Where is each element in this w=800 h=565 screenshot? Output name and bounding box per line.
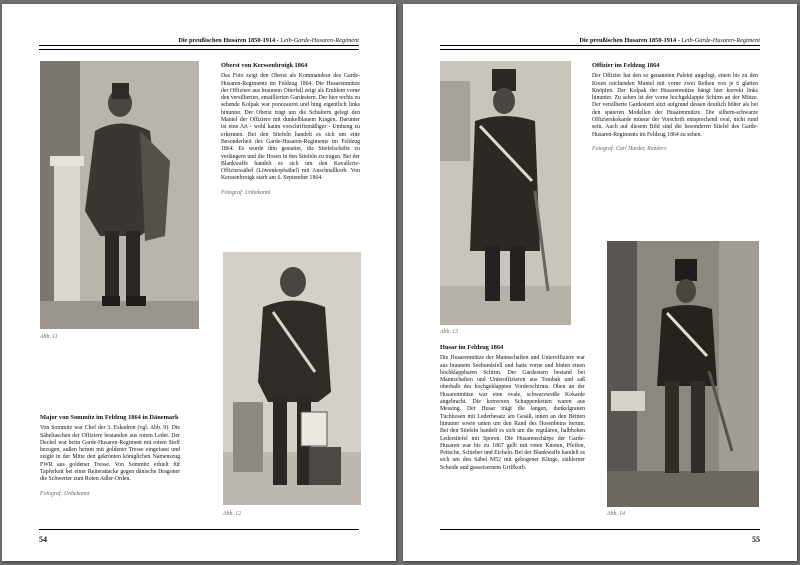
figure-14-photo [607,241,759,507]
photo-credit: Fotograf: Carl Harder, Randers [592,145,667,152]
figure-13-photo [440,61,571,325]
portrait-photo-icon [223,252,361,505]
photo-credit: Fotograf: Unbekannt [221,189,271,196]
figure-12-caption: Abb. 12 [223,511,242,517]
header-separator: - [676,37,682,44]
page-number: 55 [752,535,760,544]
article-body: Von Sommitz war Chef der 3. Eskadron (vgl. Abb. 9). Die Säbeltaschen der Offiziere bestanden aus rotem Leder. Der Deckel war beim Garde-Husaren-Regiment mit rotem Stoff bezogen, außen herum mit goldener Tresse eingefasst und zeigte in der Mitte den gekrönten königlichen Namenszug FWR aus goldener Tresse. Von Sommitz erhielt für Tapferkeit bei einer Reiterattacke gegen dänische Dragoner die Schwerter zum Roten Adler-Orden. [40,425,180,483]
article-heading: Offizier im Feldzug 1864 [592,62,660,69]
header-rule [440,49,760,50]
running-header [440,37,760,46]
right-page [403,4,797,561]
footer-rule [440,529,760,530]
portrait-photo-icon [40,61,199,329]
article-husar-1864 [440,344,585,472]
figure-12-photo [223,252,361,505]
figure-13-caption: Abb. 13 [440,329,459,335]
header-rule [39,49,359,50]
article-heading: Major von Sommitz im Feldzug 1864 in Dänemark [40,414,179,421]
article-heading: Husar im Feldzug 1864 [440,344,504,351]
header-title: Die preußischen Husaren 1850-1914 [579,37,677,44]
article-body: Der Offizier hat den so genannten Paletot angelegt, einen bis zu den Knien reichenden Mantel mit vorne zwei Reihen von je 6 glatten Knöpfen. Der Kolpak der Husarenmütze hängt hier korrekt links hinunter. Zu sehen ist der vorne hochgeklappte Schirm an der Mütze. Der versilberte Gardestern sitzt aufgrund dessen deutlich höher als bei den späteren Modellen der Husarenmütze. Die silbern-schwarze Offizierskokarde müsste der Vorschrift entsprechend oval, nicht rund sein. Auch auf diesem Bild sind die besonderen Stiefel des Garde-Husaren-Regiments im Feldzug 1864 zu sehen. [592,73,758,138]
photo-credit: Fotograf: Unbekannt [40,490,90,497]
figure-14-caption: Abb. 14 [607,511,626,517]
running-header [39,37,359,46]
header-subtitle: Leib-Garde-Husaren-Regiment [681,37,760,44]
article-body: Die Husarenmütze der Mannschaften und Unteroffiziere war aus braunem Seehundsfell und hatte vorne und hinten einen hochklappbaren Schirm. Der Gardestern bestand bei Mannschaften und Unteroffizieren aus Tombak und saß oberhalb des hochgeklappten Vorderschirms. Oben an der Husarenmütze war eine ovale, schwarzweiße Kokarde angebracht. Die konvexen Schuppenketten waren aus Messing. Der Husar trägt die langen, dunkelgrauen Tuchhosen mit Lederbesatz am Gesäß, innen an den Beinen hinunter sowie unten um den Rand des Hosenbeins herum. Bei den Stiefeln handelt es sich um die regulären, halbhohen Lederstiefel mit Sporen. Die Husarenschärpe der Garde-Husaren war bis zu 1867 gelb mit roten Knoten, Pfeifen, Peitsche, Schieber und Eicheln. Bei der Blankwaffe handelt es sich um den Säbel M52 mit gebogener Klinge, stählerner Scheide und gusseisernem Griffkorb. [440,355,585,471]
portrait-photo-icon [607,241,759,507]
article-major-sommitz [40,414,180,498]
page-number: 54 [39,535,47,544]
left-page [2,4,396,561]
article-offizier-1864 [592,62,758,153]
figure-11-photo [40,61,199,329]
footer-rule [39,529,359,530]
header-separator: - [275,37,281,44]
figure-11-caption: Abb. 11 [40,334,58,340]
article-oberst-kerssenbroigk [221,62,360,197]
header-title: Die preußischen Husaren 1850-1914 [178,37,276,44]
article-heading: Oberst von Kerssenbroigk 1864 [221,62,308,69]
header-subtitle: Leib-Garde-Husaren-Regiment [280,37,359,44]
article-body: Das Foto zeigt den Oberst als Kommandeur des Garde-Husaren-Regiments im Feldzug 1864. Die Husarenmütze der Offiziere aus braunem Otterfell zeigt als Emblem vorne den versilberten, emaillierten Gardestern. Der hier rechts zu sehende Kolpak war ponceaurot und hing eigentlich links hinunter. Der Oberst trägt um die Schultern gelegt den Mantel der Offiziere mit dunkelblauem Kragen. Darunter ist eine Art - wohl kaum vorschriftsmäßiger - Umhang zu erkennen. Bei den Stiefeln handelt es sich um eine Besonderheit des Garde-Husaren-Regiments im Feldzug 1864. Es wurde ihm gestattet, die Stiefelschäfte zu verlängern und die Hosen in den Stiefeln zu tragen. Bei der Blankwaffe handelt es sich um den Kavallerie-Offizierssäbel (Löwenkopfsäbel) mit Anschnallkorb. Von Kerssenbroigk starb am 6. September 1864. [221,73,360,182]
portrait-photo-icon [440,61,571,325]
